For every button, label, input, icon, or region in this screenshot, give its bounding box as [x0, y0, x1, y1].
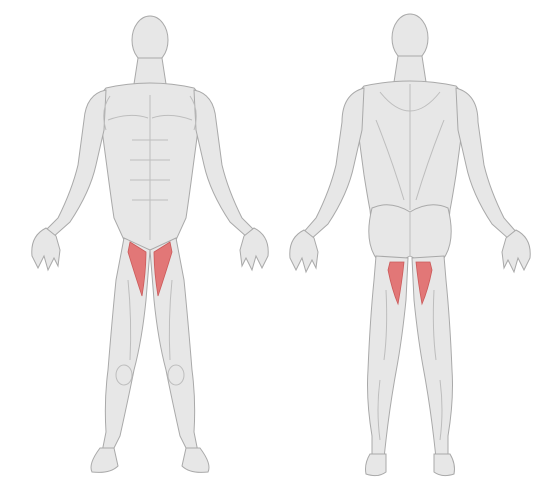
- back-view-figure: [280, 0, 560, 496]
- front-body-silhouette: [32, 16, 268, 472]
- back-body-svg: [280, 0, 560, 496]
